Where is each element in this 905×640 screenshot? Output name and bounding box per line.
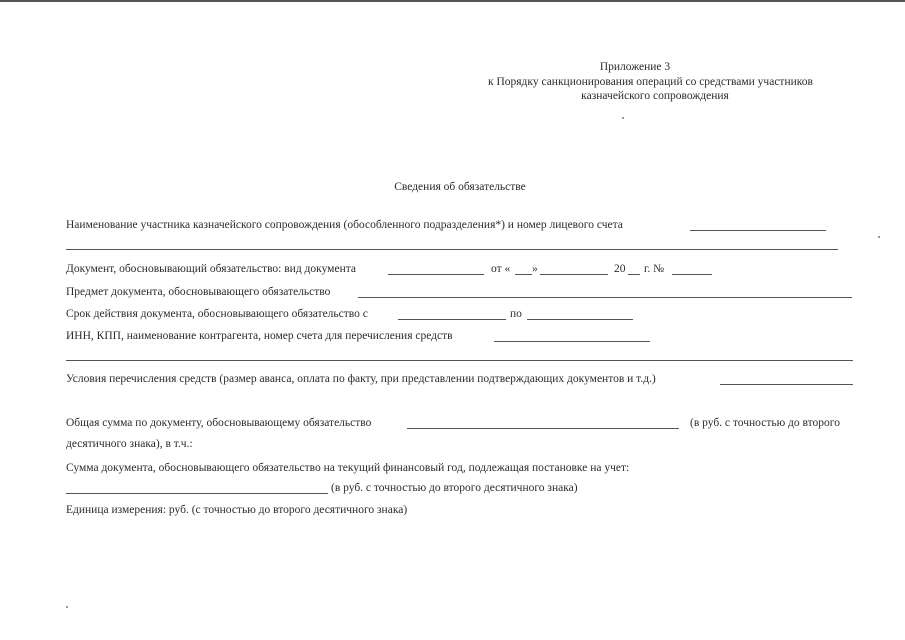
- form-title: Сведения об обязательстве: [394, 181, 526, 193]
- term-from-field[interactable]: [398, 319, 506, 320]
- scan-speck: [878, 236, 880, 238]
- scan-speck: [66, 606, 68, 608]
- total-amount-label: Общая сумма по документу, обосновывающему обязательство: [66, 417, 372, 429]
- term-to-field[interactable]: [527, 319, 633, 320]
- conditions-label: Условия перечисления средств (размер аванса, оплата по факту, при представлении подтверждающих документов и т.д.): [66, 373, 656, 385]
- document-month-field[interactable]: [540, 274, 608, 275]
- current-year-label: Сумма документа, обосновывающего обязательство на текущий финансовый год, подлежащая постановке на учет:: [66, 462, 630, 474]
- current-year-field[interactable]: [66, 493, 328, 494]
- current-year-note: (в руб. с точностью до второго десятичного знака): [331, 482, 578, 494]
- scan-speck: [622, 117, 624, 119]
- account-number-field[interactable]: [690, 230, 826, 231]
- document-year-field[interactable]: [628, 274, 640, 275]
- document-type-label: Документ, обосновывающий обязательство: вид документа: [66, 263, 356, 275]
- term-to-label: по: [510, 308, 522, 320]
- document-date-quote: »: [532, 263, 538, 275]
- participant-label: Наименование участника казначейского сопровождения (обособленного подразделения*) и номер лицевого счета: [66, 219, 623, 231]
- conditions-field[interactable]: [720, 384, 853, 385]
- total-amount-field[interactable]: [407, 428, 679, 429]
- subject-field[interactable]: [358, 297, 852, 298]
- counterparty-label: ИНН, КПП, наименование контрагента, номер счета для перечисления средств: [66, 330, 453, 342]
- counterparty-field-cont[interactable]: [66, 360, 853, 361]
- term-label: Срок действия документа, обосновывающего обязательство с: [66, 308, 368, 320]
- document-number-label: г. №: [644, 263, 665, 275]
- participant-name-field[interactable]: [66, 249, 838, 250]
- document-year-label: 20: [614, 263, 626, 275]
- document-day-field[interactable]: [515, 274, 532, 275]
- appendix-number: Приложение 3: [599, 61, 671, 73]
- top-border-rule: [0, 0, 905, 2]
- appendix-reference: к Порядку санкционирования операций со средствами участников: [488, 76, 813, 88]
- subject-label: Предмет документа, обосновывающего обязательство: [66, 286, 331, 298]
- appendix-reference-cont: казначейского сопровождения: [581, 90, 729, 102]
- document-number-field[interactable]: [672, 274, 712, 275]
- counterparty-field[interactable]: [494, 341, 650, 342]
- total-amount-note-cont: десятичного знака), в т.ч.:: [66, 438, 193, 450]
- document-date-from-label: от «: [491, 263, 511, 275]
- document-type-field[interactable]: [388, 274, 484, 275]
- unit-label: Единица измерения: руб. (с точностью до второго десятичного знака): [66, 504, 408, 516]
- total-amount-note: (в руб. с точностью до второго: [690, 417, 840, 429]
